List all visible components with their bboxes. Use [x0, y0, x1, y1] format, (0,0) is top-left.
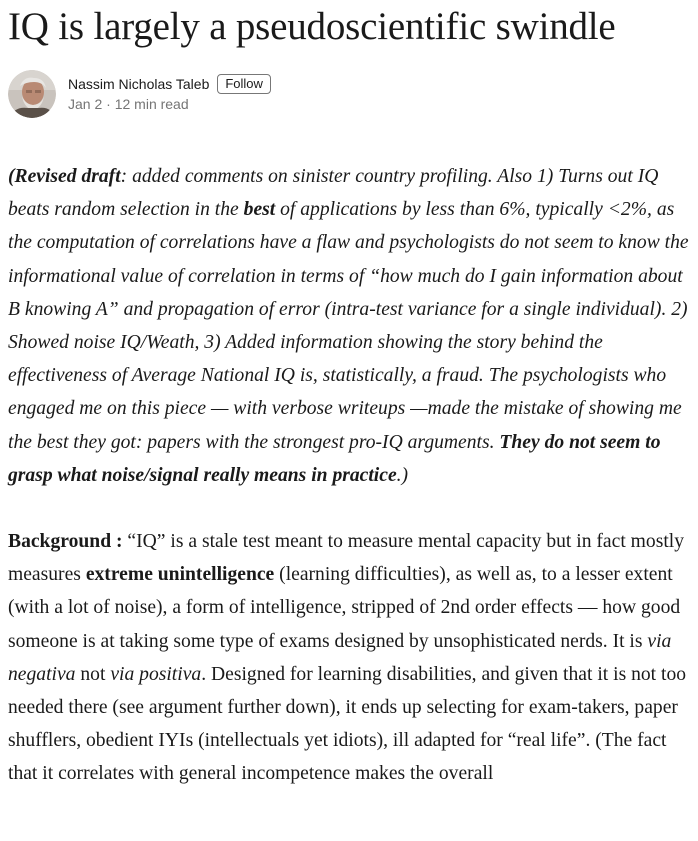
- read-time: 12 min read: [114, 96, 189, 112]
- publish-date: Jan 2: [68, 96, 103, 112]
- meta-separator: ·: [102, 96, 115, 112]
- article-body: [8, 160, 690, 791]
- background-label: Background :: [8, 531, 123, 553]
- article-title: IQ is largely a pseudoscientific swindle: [8, 5, 616, 48]
- revised-draft-label: (Revised draft: [8, 166, 121, 187]
- revised-draft-paragraph: (Revised draft: added comments on sinister country profiling. Also 1) Turns out IQ beats random selection in the best of applications by less than 6%, typically <2%, as the computation of correlations have a flaw and psychologists do not seem to know the informational value of correlation in terms of “how much do I gain information about B knowing A” and propagation of error (intra-test variance for a single individual). 2) Showed noise IQ/Weath, 3) Added information showing the story behind the effectiveness of Average National IQ is, statistically, a fraud. The psychologists who engaged me on this piece — with verbose writeups —made the mistake of showing me the best they got: papers with the strongest pro-IQ arguments. They do not seem to grasp what noise/signal really means in practice.): [8, 166, 689, 486]
- avatar-photo-icon: [8, 70, 56, 118]
- author-avatar[interactable]: [8, 70, 56, 118]
- follow-button[interactable]: Follow: [217, 74, 271, 94]
- author-byline: [8, 70, 271, 120]
- publish-info: [68, 96, 271, 112]
- author-name-link[interactable]: Nassim Nicholas Taleb: [68, 76, 210, 92]
- background-paragraph: Background : “IQ” is a stale test meant to measure mental capacity but in fact mostly measures extreme unintelligence (learning difficulties), as well as, to a lesser extent (with a lot of noise), a form of intelligence, stripped of 2nd order effects — how good someone is at taking some type of exams designed by unsophisticated nerds. It is via negativa not via positiva. Designed for learning disabilities, and given that it is not too needed there (see argument further down), it ends up selecting for exam-takers, paper shufflers, obedient IYIs (intellectuals yet idiots), ill adapted for “real life”. (The fact that it correlates with general incompetence makes the overall: [8, 531, 687, 785]
- article-page: [8, 0, 690, 785]
- author-meta: [68, 73, 271, 112]
